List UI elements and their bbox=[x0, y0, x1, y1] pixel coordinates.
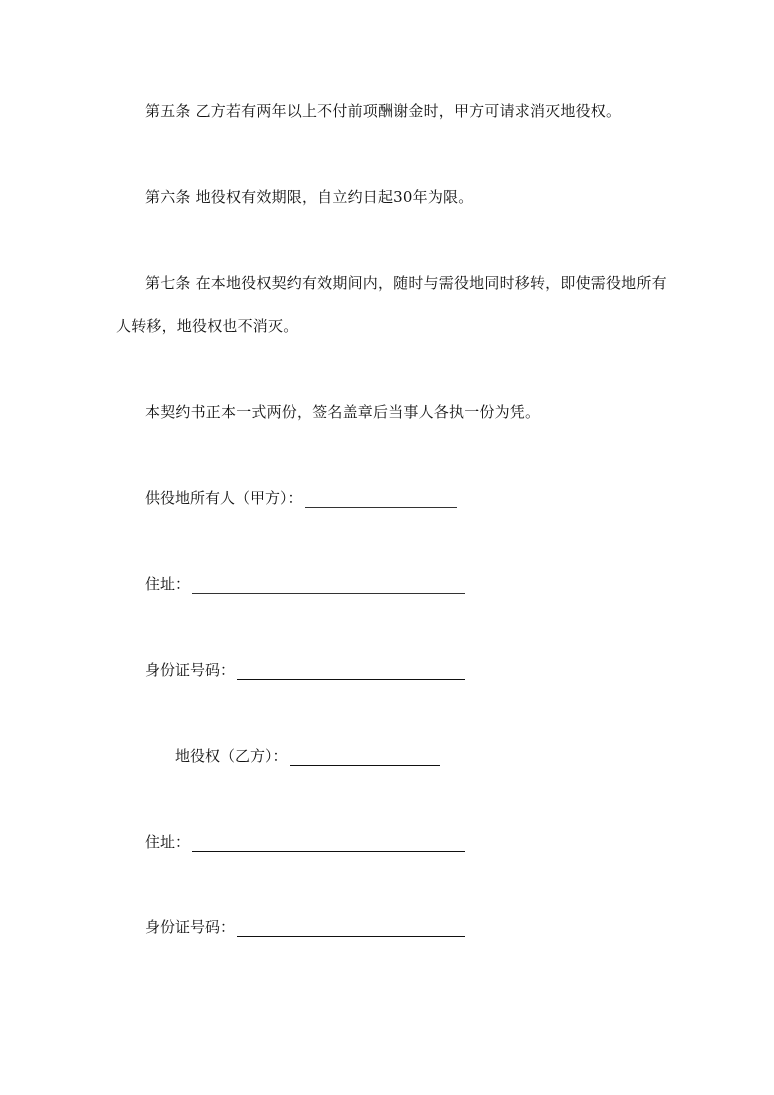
owner-address-blank[interactable] bbox=[192, 579, 465, 594]
owner-id-label: 身份证号码： bbox=[145, 661, 236, 679]
holder-field bbox=[175, 746, 440, 766]
owner-field bbox=[145, 488, 457, 508]
holder-address-field bbox=[145, 832, 465, 852]
holder-id-blank[interactable] bbox=[237, 922, 465, 937]
holder-id-field bbox=[145, 917, 465, 937]
holder-blank[interactable] bbox=[290, 751, 440, 766]
holder-label: 地役权（乙方）： bbox=[175, 747, 288, 765]
owner-id-blank[interactable] bbox=[237, 665, 465, 680]
owner-label: 供役地所有人（甲方）： bbox=[145, 489, 303, 507]
article-6: 第六条 地役权有效期限，自立约日起30年为限。 bbox=[145, 188, 474, 206]
article-7-line-1: 第七条 在本地役权契约有效期间内，随时与需役地同时移转，即使需役地所有 bbox=[145, 274, 667, 292]
owner-address-field bbox=[145, 574, 465, 594]
closing-clause: 本契约书正本一式两份，签名盖章后当事人各执一份为凭。 bbox=[145, 403, 541, 421]
owner-address-label: 住址： bbox=[145, 575, 191, 593]
holder-address-blank[interactable] bbox=[192, 837, 465, 852]
holder-id-label: 身份证号码： bbox=[145, 918, 236, 936]
holder-address-label: 住址： bbox=[145, 833, 191, 851]
article-5: 第五条 乙方若有两年以上不付前项酬谢金时，甲方可请求消灭地役权。 bbox=[145, 102, 622, 120]
article-7-line-2: 人转移，地役权也不消灭。 bbox=[116, 317, 299, 335]
owner-id-field bbox=[145, 660, 465, 680]
owner-blank[interactable] bbox=[305, 493, 457, 508]
